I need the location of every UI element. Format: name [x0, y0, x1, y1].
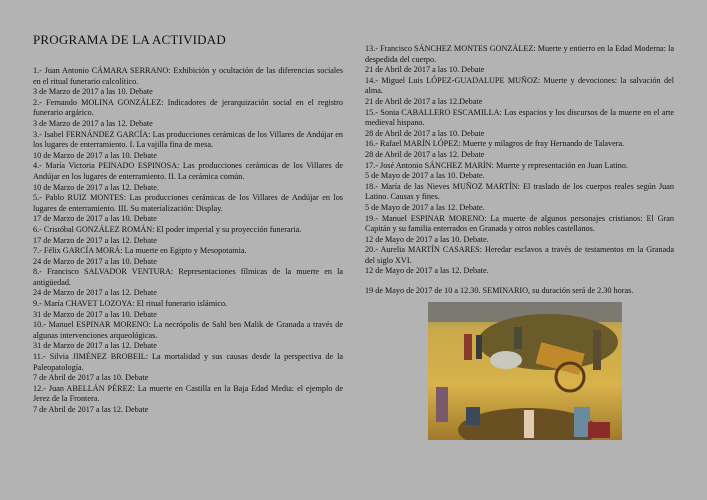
page-title: PROGRAMA DE LA ACTIVIDAD	[33, 32, 226, 47]
program-entry: 4.- María Victoria PEINADO ESPINOSA: Las producciones cerámicas de los Villares de Andújar en los lugares de enterramiento. II. La cerámica común.	[33, 161, 343, 181]
program-left-column	[33, 66, 343, 416]
entry-date: 7 de Abril de 2017 a las 10. Debate	[33, 373, 149, 383]
entry-date: 24 de Marzo de 2017 a las 12. Debate	[33, 288, 157, 298]
entry-date: 5 de Mayo de 2017 a las 10. Debate.	[365, 171, 485, 181]
entry-date: 10 de Marzo de 2017 a las 10. Debate	[33, 150, 157, 160]
program-entry: 14.- Miguel Luis LÓPEZ-GUADALUPE MUÑOZ: Muerte y devociones: la salvación del alma.	[365, 75, 674, 96]
program-entry: 13.- Francisco SÁNCHEZ MONTES GONZÁLEZ: Muerte y entierro en la Edad Moderna: la despedida del cuerpo.	[365, 44, 674, 64]
entry-date: 12 de Mayo de 2017 a las 12. Debate.	[365, 266, 489, 276]
program-entry: 20.- Aurelia MARTÍN CASARES: Heredar esclavos a través de testamentos en la Granada del siglo XVI.	[365, 245, 674, 265]
program-entry: 15.- Sonia CABALLERO ESCAMILLA: Los espacios y los discursos de la muerte en el arte medieval hispano.	[365, 107, 674, 128]
program-entry: 2.- Fernando MOLINA GONZÁLEZ: Indicadores de jerarquización social en el registro funerario argárico.	[33, 97, 343, 118]
entry-date: 28 de Abril de 2017 a las 12. Debate	[365, 149, 485, 159]
program-entry: 18.- María de las Nieves MUÑOZ MARTÍN: El traslado de los cuerpos reales según Juan Latino. Causas y fines.	[365, 181, 674, 202]
entry-date: 3 de Marzo de 2017 a las 10. Debate	[33, 87, 153, 97]
entry-date: 31 de Marzo de 2017 a las 12. Debate	[33, 341, 157, 351]
program-entry: 1.- Juan Antonio CÁMARA SERRANO: Exhibición y ocultación de las diferencias sociales en el ritual funerario calcolítico.	[33, 66, 343, 86]
entry-date: 21 de Abril de 2017 a las 12.Debate	[365, 96, 483, 106]
program-entry: 6.- Cristóbal GONZÁLEZ ROMÁN: El poder imperial y su proyección funeraria.	[33, 224, 302, 234]
entry-date: 17 de Marzo de 2017 a las 10. Debate	[33, 214, 157, 224]
program-entry: 17.- José Antonio SÁNCHEZ MARÍN: Muerte y representación en Juan Latino.	[365, 160, 628, 170]
program-entry: 3.- Isabel FERNÁNDEZ GARCÍA: Las producciones cerámicas de los Villares de Andújar en los lugares de enterramiento. I. La vajilla fina de mesa.	[33, 129, 343, 150]
entry-date: 24 de Marzo de 2017 a las 10. Debate	[33, 256, 157, 266]
entry-date: 3 de Marzo de 2017 a las 12. Debate	[33, 118, 153, 128]
entry-date: 7 de Abril de 2017 a las 12. Debate	[33, 405, 149, 414]
seminar-line: 19 de Mayo de 2017 de 10 a 12.30. SEMINARIO, su duración será de 2.30 horas.	[365, 286, 634, 295]
program-entry: 9.- María CHAVET LOZOYA: El ritual funerario islámico.	[33, 299, 228, 309]
program-entry: 8.- Francisco SALVADOR VENTURA: Representaciones fílmicas de la muerte en la antigüedad.	[33, 267, 343, 287]
entry-date: 5 de Mayo de 2017 a las 12. Debate.	[365, 202, 485, 212]
entry-date: 21 de Abril de 2017 a las 10. Debate	[365, 65, 485, 75]
program-entry: 5.- Pablo RUIZ MONTES: Las producciones cerámicas de los Villares de Andújar en los lugares de enterramiento. III. Su materialización: Display.	[33, 193, 343, 213]
program-entry: 19.- Manuel ESPINAR MORENO: La muerte de algunos personajes cristianos: El Gran Capitán y su familia enterrados en Granada y otros nobles castellanos.	[365, 213, 674, 234]
program-right-column	[365, 44, 674, 277]
program-entry: 11.- Silvia JIMÉNEZ BROBEIL: La mortalidad y sus causas desde la perspectiva de la Paleopatología.	[33, 352, 343, 372]
entry-date: 31 de Marzo de 2017 a las 10. Debate	[33, 309, 157, 319]
entry-date: 10 de Marzo de 2017 a las 12. Debate.	[33, 182, 159, 192]
program-entry: 12.- Juan ABELLÁN PÉREZ: La muerte en Castilla en la Baja Edad Media: el ejemplo de Jerez de la Frontera.	[33, 383, 343, 404]
program-entry: 16.- Rafael MARÍN LÓPEZ: Muerte y milagros de fray Hernando de Talavera.	[365, 139, 625, 149]
program-entry: 7.- Félix GARCÍA MORÁ: La muerte en Egipto y Mesopotamia.	[33, 246, 247, 256]
entry-date: 28 de Abril de 2017 a las 10. Debate	[365, 128, 485, 138]
program-entry: 10.- Manuel ESPINAR MORENO: La necrópolis de Sahl ben Malik de Granada a través de algunas intervenciones arqueológicas.	[33, 320, 343, 340]
entry-date: 12 de Mayo de 2017 a las 10. Debate.	[365, 234, 489, 244]
painting-image	[428, 302, 622, 440]
entry-date: 17 de Marzo de 2017 a las 12. Debate	[33, 235, 157, 245]
